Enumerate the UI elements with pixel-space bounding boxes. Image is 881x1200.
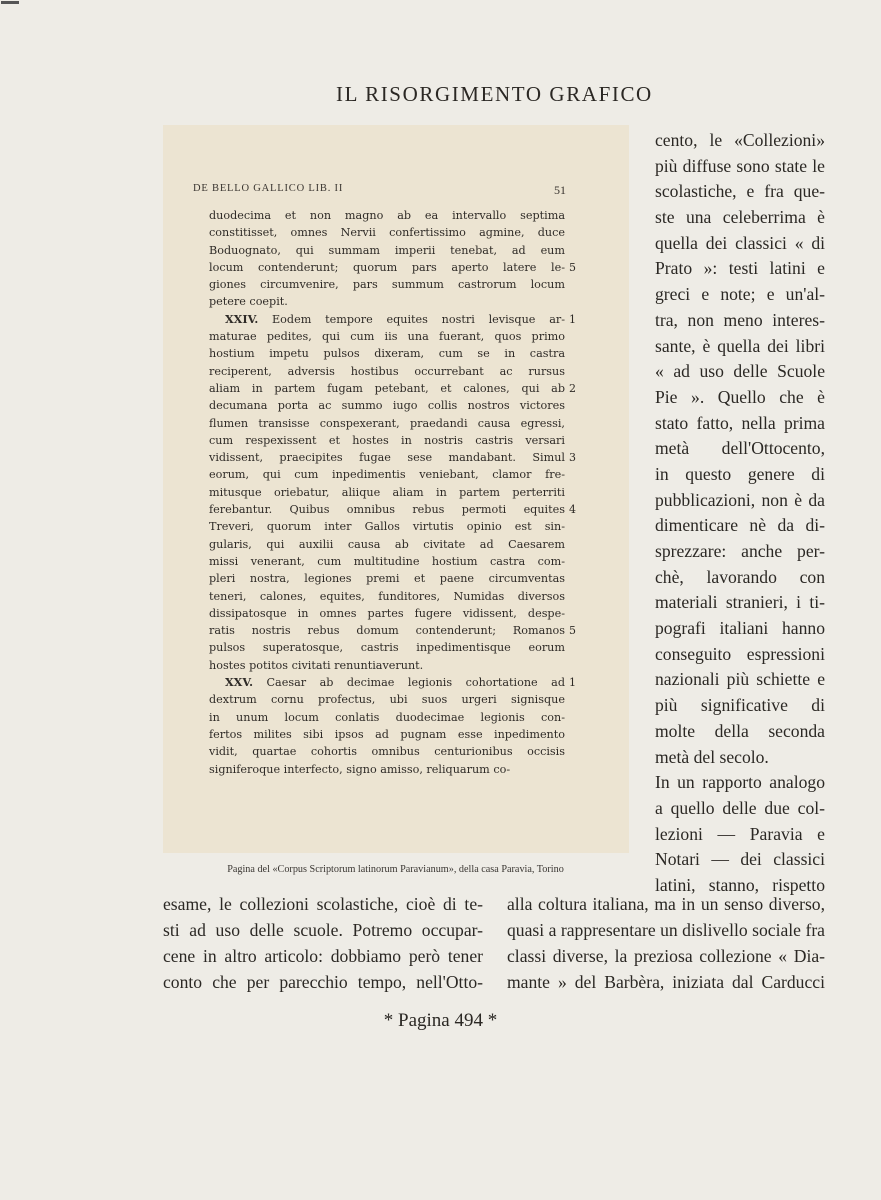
running-head: IL RISORGIMENTO GRAFICO [336, 82, 653, 106]
latin-line-text: missi venerant, cum multitudine hostium castra com- [209, 554, 565, 568]
paragraph-marker: 1 [569, 312, 576, 326]
latin-line-text: Boduognato, qui summam imperii tenebat, ad eum [209, 243, 565, 257]
text-line: metà dell'Ottocento, [655, 438, 825, 459]
latin-line [209, 639, 565, 656]
text-line: pografi italiani hanno [655, 618, 825, 639]
latin-line-text: Eodem tempore equites nostri levisque ar- [272, 312, 565, 326]
latin-line [209, 743, 565, 760]
text-line: più diffuse sono state le [655, 155, 825, 176]
latin-line [209, 691, 565, 708]
latin-line [209, 242, 565, 259]
latin-line [209, 501, 576, 518]
latin-line [209, 293, 565, 310]
latin-line-text: fertos milites sibi ipsos ad pugnam esse inpedimento [209, 727, 565, 741]
paragraph-marker: 5 [569, 624, 576, 638]
latin-line-text: Treveri, quorum inter Gallos virtutis opinio est sin- [209, 520, 565, 534]
text-line: esame, le collezioni scolastiche, cioè di te- [163, 894, 483, 914]
text-line: stato fatto, nella prima [655, 412, 825, 433]
text-line: tra, non meno interes- [655, 309, 825, 330]
latin-line-text: Caesar ab decimae legionis cohortatione ad [266, 676, 566, 690]
text-line: greci e note; e un'al- [655, 284, 825, 305]
latin-line [209, 328, 565, 345]
latin-line-text: flumen transisse conspexerant, praedandi causa egressi, [209, 416, 565, 430]
latin-line [209, 415, 565, 432]
text-line: Pie ». Quello che è [655, 386, 825, 407]
latin-line-text: gularis, qui auxilii causa ab civitate ad Caesarem [209, 537, 565, 551]
latin-line [209, 726, 565, 743]
latin-line [209, 449, 576, 466]
latin-line-text: ferebantur. Quibus omnibus rebus permoti equites [209, 503, 565, 517]
plate-caption: Pagina del «Corpus Scriptorum latinorum Paravianum», della casa Paravia, Torino [227, 864, 564, 875]
text-line: nazionali più schiette e [655, 669, 825, 690]
text-line: classi diverse, la preziosa collezione « Dia- [507, 946, 825, 966]
latin-line [209, 518, 565, 535]
paragraph-marker: 2 [569, 381, 576, 395]
latin-line [209, 224, 565, 241]
latin-line [209, 466, 565, 483]
text-line: « ad uso delle Scuole [655, 361, 825, 382]
text-line: mante » del Barbèra, iniziata dal Carducci [507, 972, 825, 992]
paragraph-marker: 1 [569, 676, 576, 690]
latin-line [209, 484, 565, 501]
text-line: ste una celeberrima è [655, 207, 825, 228]
latin-line-text: hostium impetu pulsos dixeram, cum se in castra [209, 347, 565, 361]
latin-line-text: ratis nostris rebus domum contenderunt; Romanos [209, 624, 565, 638]
text-line: In un rapporto analogo [655, 772, 825, 793]
latin-line [209, 380, 576, 397]
latin-line [209, 674, 576, 691]
paragraph-marker: 4 [569, 503, 576, 517]
latin-line [209, 761, 565, 778]
text-line: alla coltura italiana, ma in un senso diverso, [507, 894, 825, 914]
text-line: cene in altro articolo: dobbiamo però tener [163, 946, 483, 966]
latin-line [209, 432, 565, 449]
text-line: molte della seconda [655, 720, 825, 741]
latin-line-text: maturae pedites, qui cum iis una fuerant, quos primo [209, 330, 565, 344]
latin-line-text: constitisset, omnes Nervii confertissimo agmine, duce [209, 226, 565, 240]
latin-line-text: petere coepit. [209, 295, 288, 309]
text-line: sti ad uso delle scuole. Potremo occupar- [163, 920, 483, 940]
latin-line [209, 397, 565, 414]
latin-line [209, 657, 565, 674]
latin-line [209, 709, 565, 726]
text-line: chè, lavorando con [655, 566, 825, 587]
text-line: conto che per parecchio tempo, nell'Otto- [163, 972, 483, 992]
text-line: materiali stranieri, i ti- [655, 592, 825, 613]
latin-line-text: mitusque oriebatur, aliique aliam in partem perterriti [209, 485, 565, 499]
latin-line [209, 605, 565, 622]
text-line: a quello delle due col- [655, 797, 825, 818]
latin-line [209, 345, 565, 362]
text-line: dimenticare nè da di- [655, 515, 825, 536]
text-line: più significative di [655, 695, 825, 716]
latin-line [209, 207, 565, 224]
latin-line-text: pulsos superatosque, castris inpedimentisque eorum [209, 641, 565, 655]
latin-line-text: signiferoque interfecto, signo amisso, reliquarum co- [209, 762, 511, 776]
text-line: latini, stanno, rispetto [655, 874, 825, 895]
latin-line-text: vidissent, praecipites fugae sese mandabant. Simul [209, 451, 565, 465]
latin-line-text: giones circumvenire, pars summum castrorum locum [209, 278, 565, 292]
latin-line [209, 622, 576, 639]
chapter-number: XXV. [225, 675, 253, 690]
latin-line-text: decumana porta ac summo iugo collis nostros victores [209, 399, 565, 413]
latin-line-text: hostes potitos civitati renuntiaverunt. [209, 658, 424, 672]
latin-line-text: vidit, quartae cohortis omnibus centurionibus occisis [209, 745, 565, 759]
text-line: pubblicazioni, non è da [655, 489, 825, 510]
latin-line [209, 588, 565, 605]
bottom-right-text [507, 891, 825, 995]
text-line: quasi a rappresentare un dislivello sociale fra [507, 920, 825, 940]
right-column-text [655, 128, 825, 899]
latin-line-text: dextrum cornu profectus, ubi suos urgeri signisque [209, 693, 565, 707]
latin-line-text: in unum locum conlatis duodecimae legionis con- [209, 710, 565, 724]
paragraph-marker: 5 [569, 260, 576, 274]
text-line: cento, le «Collezioni» [655, 130, 825, 150]
latin-line [209, 259, 576, 276]
text-line: sante, è quella dei libri [655, 335, 825, 356]
text-line: Prato »: testi latini e [655, 258, 825, 279]
text-line: scolastiche, e fra que- [655, 181, 825, 202]
latin-line-text: teneri, calones, equites, funditores, Numidas diversos [209, 589, 565, 603]
text-line: metà del secolo. [655, 746, 769, 767]
latin-page-plate [163, 125, 629, 853]
latin-line-text: dissipatosque in omnes partes fugere vidissent, despe- [209, 606, 565, 620]
latin-line-text: eorum, qui cum inpedimentis veniebant, clamor fre- [209, 468, 565, 482]
plate-page-number: 51 [554, 183, 566, 197]
latin-line [209, 570, 565, 587]
latin-line-text: locum contenderunt; quorum pars aperto latere le- [209, 260, 565, 274]
text-line: in questo genere di [655, 463, 825, 484]
latin-line [209, 553, 565, 570]
latin-line [209, 276, 565, 293]
plate-header [193, 183, 566, 199]
latin-line-text: aliam in partem fugam petebant, et calones, qui ab [209, 381, 565, 395]
latin-line-text: duodecima et non magno ab ea intervallo septima [209, 209, 565, 222]
latin-line [209, 363, 565, 380]
text-line: conseguito espressioni [655, 643, 825, 664]
text-line: quella dei classici « di [655, 232, 825, 253]
scan-corner-mark [0, 0, 22, 6]
text-line: lezioni — Paravia e [655, 823, 825, 844]
plate-header-title: DE BELLO GALLICO LIB. II [193, 183, 344, 194]
latin-line-text: pleri nostra, legiones premi et paene circumventas [209, 572, 565, 586]
paragraph-marker: 3 [569, 451, 576, 465]
latin-line [209, 536, 565, 553]
text-line: Notari — dei classici [655, 849, 825, 870]
text-line: sprezzare: anche per- [655, 541, 825, 561]
latin-line [209, 311, 576, 328]
latin-line-text: cum respexissent et hostes in nostris castris versari [209, 433, 565, 447]
latin-text-block [209, 207, 576, 778]
chapter-number: XXIV. [225, 311, 259, 326]
bottom-left-text [163, 891, 483, 995]
page-folio: * Pagina 494 * [383, 1010, 498, 1031]
latin-line-text: reciperent, adversis hostibus occurrebant ac rursus [209, 364, 565, 378]
